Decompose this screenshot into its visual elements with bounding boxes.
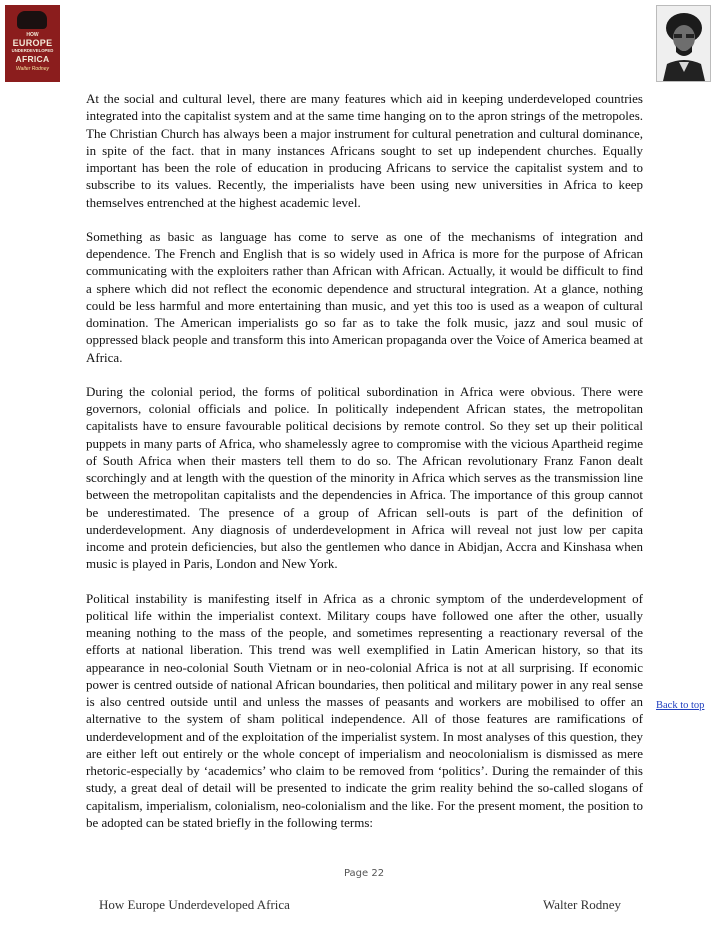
page-number: Page 22 xyxy=(343,868,385,879)
footer-author: Walter Rodney xyxy=(543,897,622,912)
paragraph-4: Political instability is manifesting itself in Africa as a chronic symptom of the underdevelopment of political life within the imperialist context. Military coups have followed one after the other, usually meaning nothing to the mass of the people, and sometimes representing a reactionary reversal of the efforts at national liberation. This trend was well exemplified in Latin American history, so that its appearance in neo-colonial South Vietnam or in neo-colonial Africa is not at all surprising. If economic power is centred outside of national African boundaries, then political and military power in any real sense is also centred outside until and unless the masses of peasants and workers are mobilised to offer an alternative to the system of sham political independence. All of those features are ramifications of underdevelopment and of the exploitation of the imperialist system. In most analyses of this question, they are either left out entirely or the whole concept of imperialism and neocolonialism is dismissed as mere rhetoric-especially by ‘academics’ who claim to be removed from ‘politics’. During the remainder of this study, a great deal of detail will be presented to indicate the grim reality behind the so-called slogans of capitalism, imperialism, colonialism, neo-colonialism and the like. For the present moment, the position to be adopted can be stated briefly in the following terms: xyxy=(86,590,643,830)
paragraph-1: At the social and cultural level, there are many features which aid in keeping underdeveloped countries integrated into the capitalist system and at the same time hanging on to the apron strings of the metropoles. The Christian Church has always been a major instrument for cultural penetration and cultural dominance, in spite of the fact. that in many instances Africans sought to set up independent churches. Equally important has been the role of education in producing Africans to service the capitalist system and to subscribe to its values. Recently, the imperialists have been using new universities in Africa to keep themselves entrenched at the highest academic level. xyxy=(86,91,643,210)
cover-title-europe: EUROPE xyxy=(12,38,53,48)
raised-fist-graphic xyxy=(17,11,47,29)
cover-title-underdeveloped: UNDERDEVELOPED xyxy=(11,48,54,53)
author-portrait xyxy=(656,5,711,82)
back-to-top-link[interactable]: Back to top xyxy=(656,700,705,711)
cover-author: Walter Rodney xyxy=(16,66,49,72)
cover-title-how: HOW xyxy=(26,32,39,38)
page-body-text xyxy=(86,90,643,848)
cover-title-africa: AFRICA xyxy=(15,54,50,64)
footer-book-title: How Europe Underdeveloped Africa xyxy=(99,897,290,912)
paragraph-3: During the colonial period, the forms of political subordination in Africa were obvious. There were governors, colonial officials and police. In politically independent African states, the metropolitan capitalists have to ensure favourable political decisions by remote control. So they set up their political puppets in many parts of Africa, who shamelessly agree to compromise with the vicious Apartheid regime of South Africa when their masters tell them to do so. The African revolutionary Franz Fanon dealt scorchingly and at length with the question of the minority in Africa which serves as the transmission line between the metropolitan capitalists and the dependencies in Africa. The importance of this group cannot be underestimated. The presence of a group of African sell-outs is part of the definition of underdevelopment. Any diagnosis of underdevelopment in Africa will reveal not just low per capita income and protein deficiencies, but also the gentlemen who dance in Abidjan, Accra and Kinshasa when music is played in Paris, London and New York. xyxy=(86,383,643,572)
paragraph-2: Something as basic as language has come to serve as one of the mechanisms of integration and dependence. The French and English that is so widely used in Africa is more for the purpose of African communicating with the exploiters rather than African with African. Actually, it would be difficult to find a sphere which did not reflect the economic dependence and structural integration. At a glance, nothing could be less harmful and more entertaining than music, and yet this too is used as a weapon of cultural domination. The American imperialists go so far as to take the folk music, jazz and soul music of oppressed black people and transform this into American propaganda over the Voice of America beamed at Africa. xyxy=(86,228,643,365)
author-portrait-drawing xyxy=(657,6,710,81)
book-cover-image xyxy=(5,5,60,82)
